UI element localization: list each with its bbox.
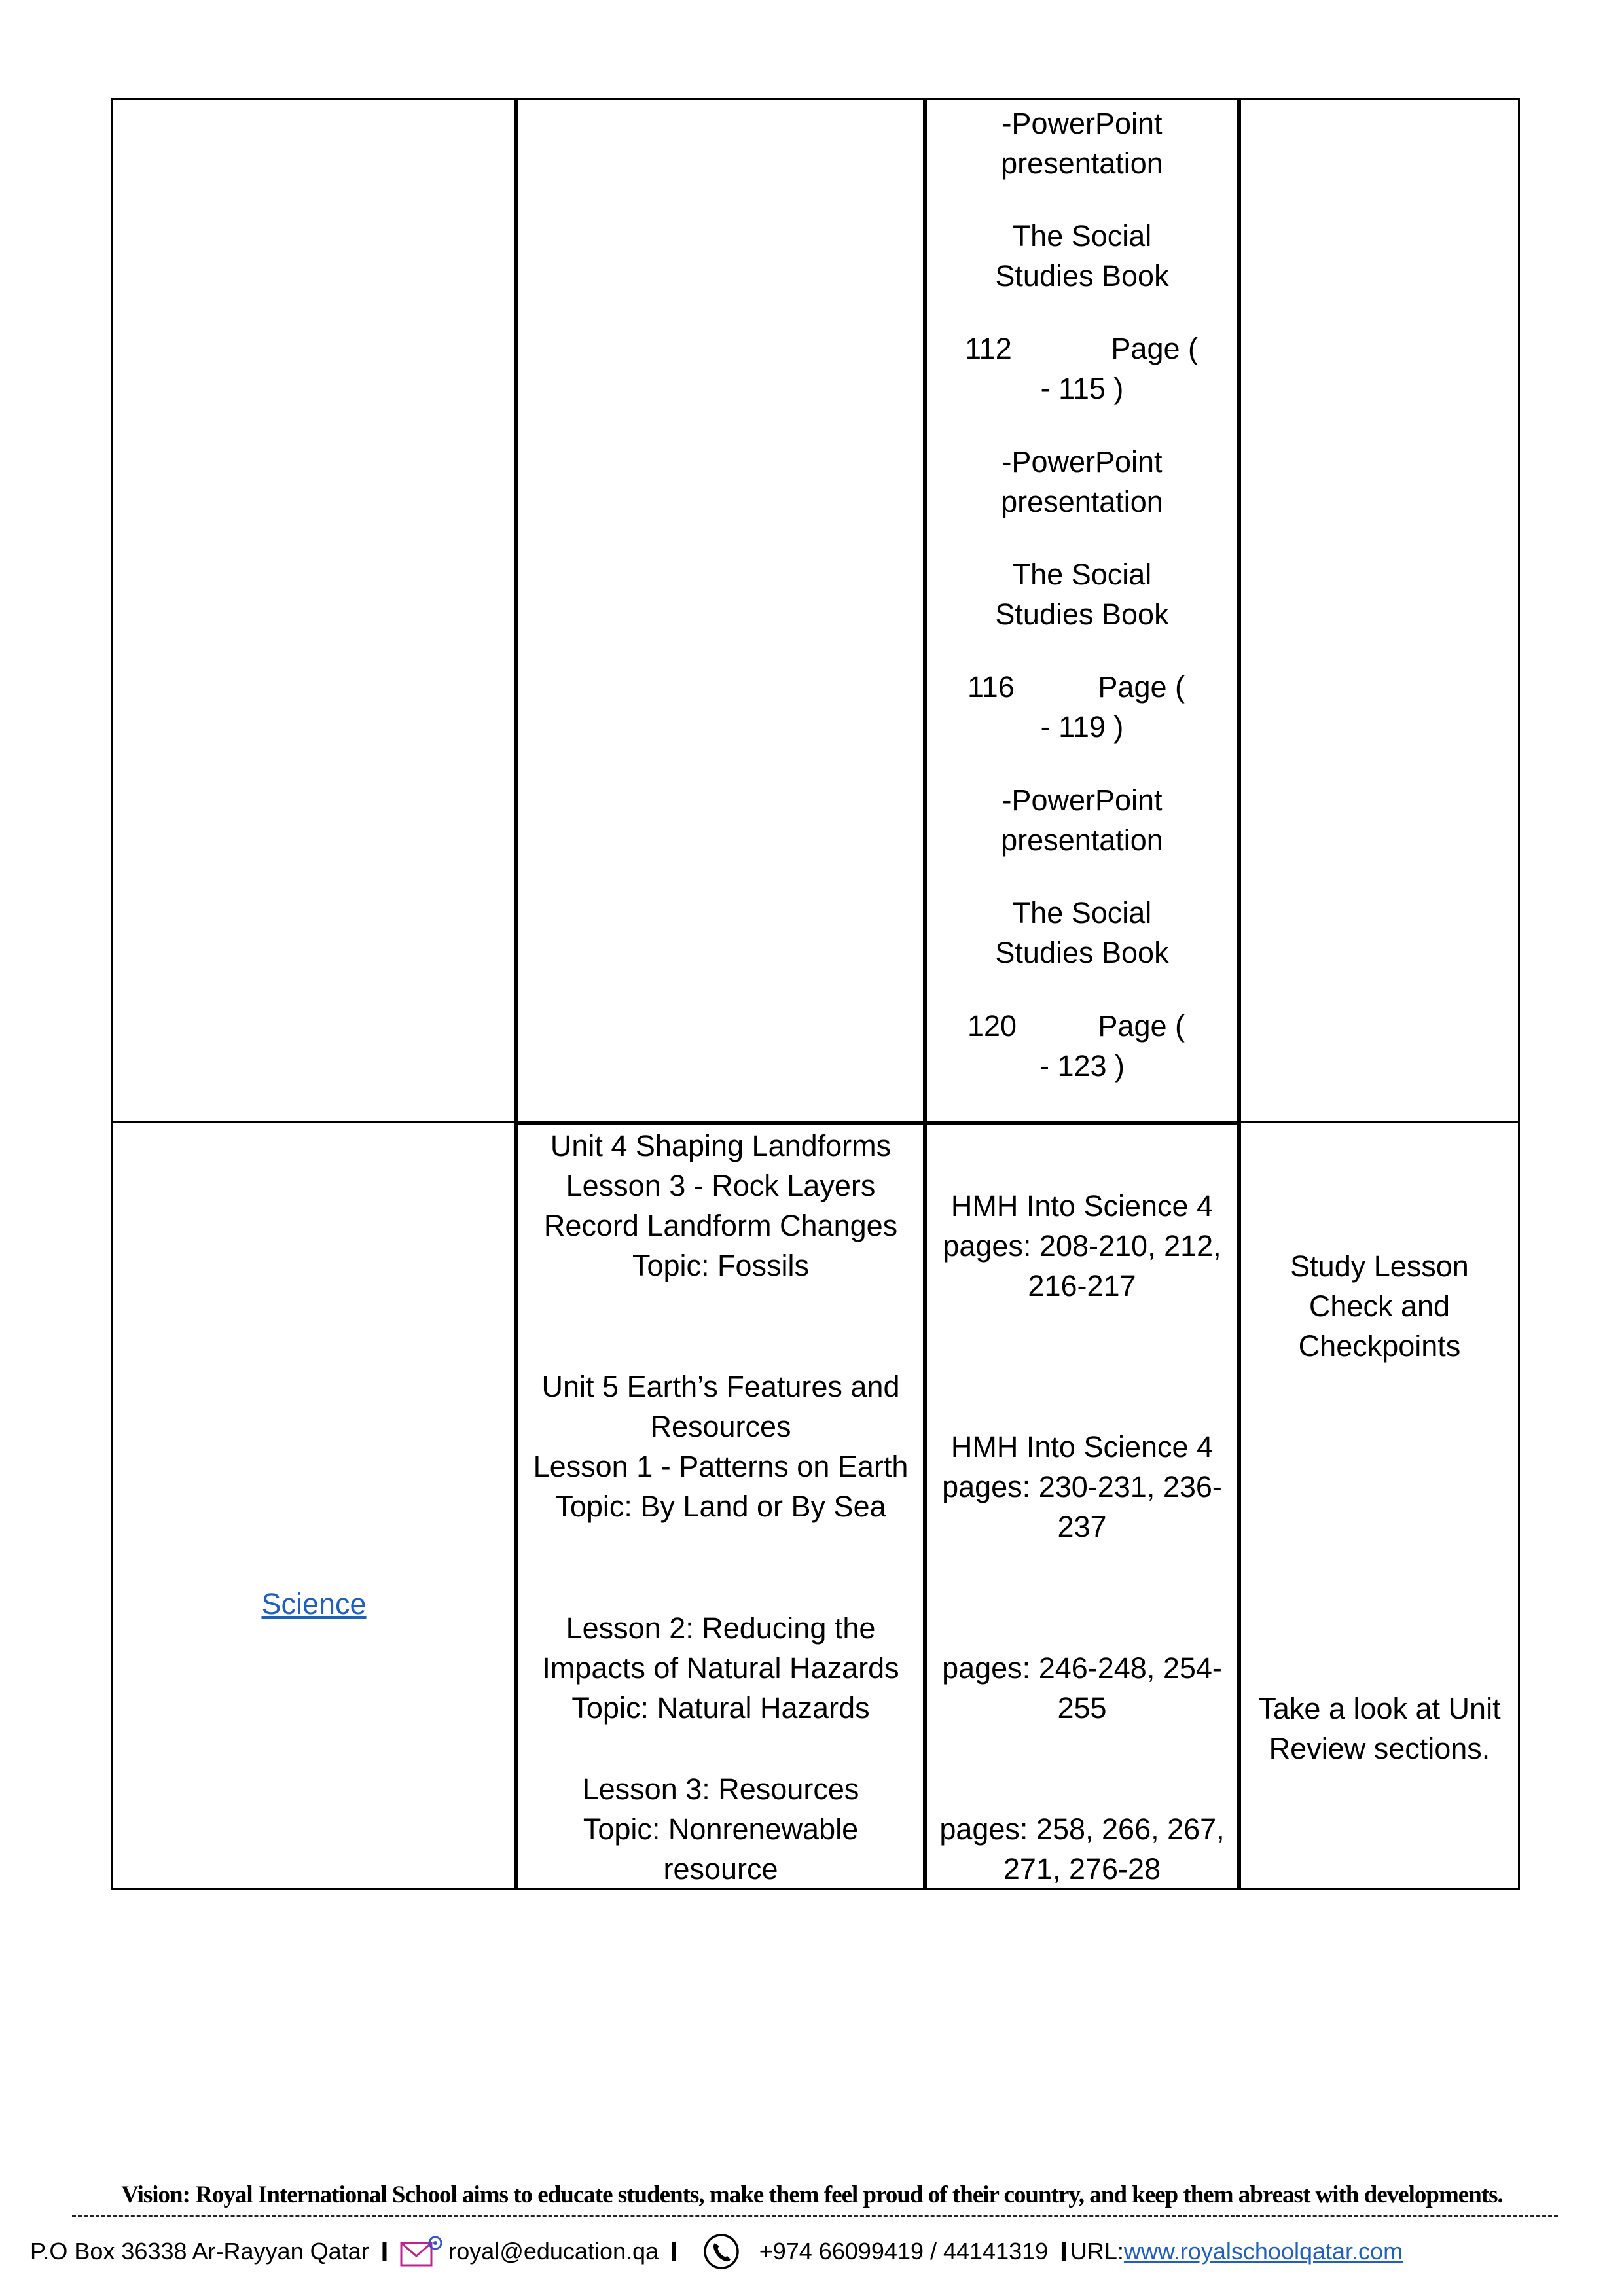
- lesson-line: Record Landform Changes: [543, 1209, 898, 1242]
- page-start: 120: [967, 1009, 1017, 1043]
- resource-line: 255: [1057, 1691, 1107, 1725]
- resource-block: [927, 1186, 1237, 1306]
- page-start: 116: [967, 670, 1015, 704]
- footer-separator: I: [670, 2236, 678, 2267]
- lesson-line: Topic: By Land or By Sea: [555, 1490, 886, 1523]
- lesson-block: [518, 1608, 923, 1728]
- email-icon: [400, 2235, 443, 2268]
- resource-line: 237: [1057, 1510, 1107, 1543]
- footer-divider: [72, 2215, 1558, 2217]
- resource-line: 216-217: [1028, 1269, 1136, 1302]
- lesson-line: Lesson 3 - Rock Layers: [566, 1169, 876, 1202]
- page-label: Page (: [1111, 332, 1198, 365]
- page-end: - 115 ): [1040, 372, 1124, 405]
- resource-line: HMH Into Science 4: [950, 1430, 1214, 1463]
- page-label: Page (: [1098, 670, 1185, 704]
- resource-text: The Social Studies Book: [995, 896, 1169, 969]
- footer-contact: [30, 2232, 1403, 2271]
- column-divider: [1237, 98, 1241, 1890]
- lesson-block: [518, 1769, 923, 1889]
- resource-item: [927, 103, 1237, 183]
- note-line: Take a look at Unit: [1258, 1692, 1501, 1725]
- lesson-line: Topic: Nonrenewable: [583, 1812, 859, 1846]
- footer-separator: I: [1060, 2236, 1068, 2267]
- resource-text: The Social Studies Book: [995, 558, 1169, 631]
- resource-block: [927, 1427, 1237, 1547]
- resource-line: pages: 230-231, 236-: [942, 1470, 1222, 1503]
- science-subject-link[interactable]: Science: [261, 1587, 367, 1621]
- resource-text: -PowerPoint presentation: [1001, 783, 1163, 857]
- resource-block: [927, 1648, 1237, 1728]
- footer-url-label: URL:: [1070, 2238, 1124, 2265]
- page-range: [927, 329, 1237, 408]
- table-border-top: [111, 98, 1520, 100]
- note-line: Review sections.: [1269, 1732, 1490, 1765]
- lesson-line: Unit 4 Shaping Landforms: [550, 1129, 892, 1162]
- resource-item: [927, 893, 1237, 973]
- note-line: Check and: [1308, 1289, 1451, 1323]
- page-end: - 123 ): [1039, 1049, 1125, 1083]
- resource-item: [927, 780, 1237, 860]
- lesson-line: Topic: Fossils: [632, 1249, 810, 1282]
- lesson-line: Impacts of Natural Hazards: [542, 1651, 899, 1685]
- phone-icon: [703, 2233, 742, 2270]
- resource-line: pages: 208-210, 212,: [943, 1229, 1221, 1263]
- page-label: Page (: [1098, 1009, 1185, 1043]
- lesson-line: Unit 5 Earth’s Features and: [541, 1370, 900, 1403]
- lesson-block: [518, 1126, 923, 1285]
- resource-line: pages: 246-248, 254-: [942, 1651, 1222, 1685]
- footer-phone: +974 66099419 / 44141319: [759, 2238, 1049, 2265]
- resource-line: 271, 276-28: [1003, 1852, 1161, 1886]
- resource-line: HMH Into Science 4: [950, 1189, 1214, 1223]
- note-line: Checkpoints: [1298, 1329, 1461, 1363]
- curriculum-table: [111, 98, 1520, 1890]
- table-border-right: [1518, 98, 1520, 1890]
- footer-separator: I: [380, 2236, 389, 2267]
- lesson-line: Topic: Natural Hazards: [571, 1691, 870, 1725]
- page-range: [927, 667, 1237, 747]
- footer-url-link[interactable]: www.royalschoolqatar.com: [1123, 2238, 1403, 2265]
- page-start: 112: [965, 332, 1012, 365]
- page-range: [927, 1006, 1237, 1086]
- note-line: Study Lesson: [1290, 1249, 1469, 1283]
- note-block: [1241, 1246, 1518, 1366]
- resource-text: The Social Studies Book: [995, 219, 1169, 293]
- resource-text: -PowerPoint presentation: [1001, 107, 1163, 180]
- lesson-line: Resources: [650, 1410, 791, 1443]
- resource-item: [927, 442, 1237, 522]
- subject-cell: [113, 1584, 514, 1624]
- lesson-line: Lesson 2: Reducing the: [566, 1611, 876, 1645]
- row-divider-thick: [514, 1121, 1241, 1125]
- note-block: [1241, 1689, 1518, 1768]
- resource-block: [927, 1809, 1237, 1889]
- lesson-line: Lesson 1 - Patterns on Earth: [533, 1450, 909, 1483]
- footer-email[interactable]: royal@education.qa: [448, 2238, 659, 2265]
- lesson-line: resource: [663, 1852, 778, 1886]
- resource-line: pages: 258, 266, 267,: [939, 1812, 1225, 1846]
- lesson-block: [518, 1367, 923, 1526]
- resource-text: -PowerPoint presentation: [1001, 445, 1163, 518]
- footer-vision: Vision: Royal International School aims to educate students, make them feel proud of their country, and keep them abreast with developments.: [121, 2181, 1503, 2208]
- resource-item: [927, 216, 1237, 296]
- footer-address: P.O Box 36338 Ar-Rayyan Qatar: [30, 2238, 369, 2265]
- page-end: - 119 ): [1040, 710, 1124, 744]
- lesson-line: Lesson 3: Resources: [582, 1772, 859, 1806]
- resource-item: [927, 554, 1237, 634]
